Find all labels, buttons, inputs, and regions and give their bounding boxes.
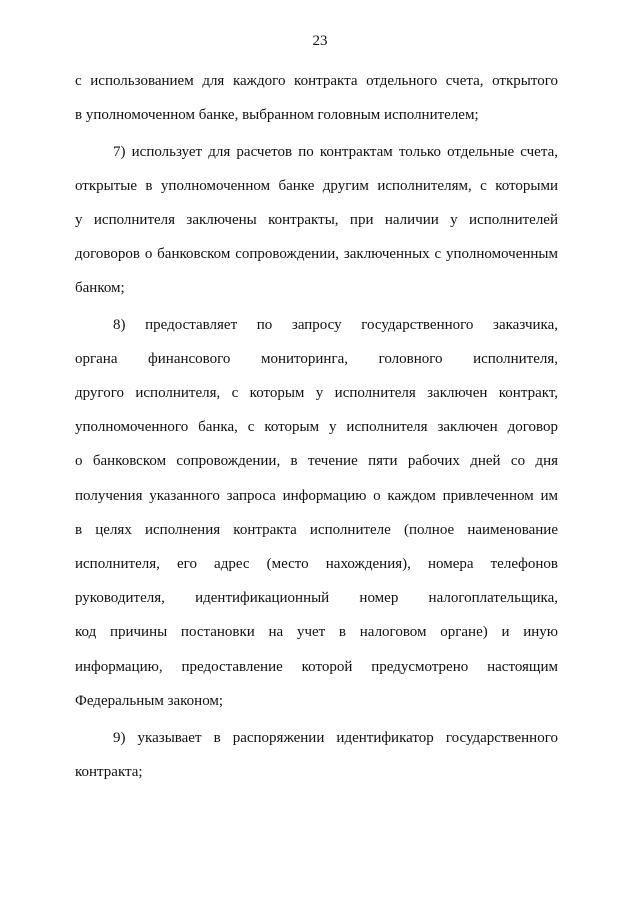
text-line: 7) использует для расчетов по контрактам только отдельные счета,	[113, 144, 558, 160]
text-line: исполнителя, его адрес (место нахождения), номера телефонов	[75, 556, 558, 572]
text-line: получения указанного запроса информацию о каждом привлеченном им	[75, 488, 558, 504]
text-line: в уполномоченном банке, выбранном головным исполнителем;	[75, 107, 479, 123]
page-number: 23	[312, 33, 328, 49]
text-line: контракта;	[75, 764, 143, 780]
text-line: Федеральным законом;	[75, 693, 224, 709]
text-line: договоров о банковском сопровождении, заключенных с уполномоченным	[75, 246, 558, 262]
text-line: банком;	[75, 280, 125, 296]
text-line: 9) указывает в распоряжении идентификатор государственного	[113, 730, 558, 746]
text-line: другого исполнителя, с которым у исполнителя заключен контракт,	[75, 385, 558, 401]
text-line: открытые в уполномоченном банке другим исполнителям, с которыми	[75, 178, 558, 194]
text-line: информацию, предоставление которой предусмотрено настоящим	[75, 659, 558, 675]
text-line: у исполнителя заключены контракты, при наличии у исполнителей	[75, 212, 558, 228]
text-line: руководителя, идентификационный номер налогоплательщика,	[75, 590, 558, 606]
text-line: код причины постановки на учет в налоговом органе) и иную	[75, 624, 558, 640]
text-line: органа финансового мониторинга, головного исполнителя,	[75, 351, 558, 367]
text-line: 8) предоставляет по запросу государственного заказчика,	[113, 317, 558, 333]
text-line: о банковском сопровождении, в течение пяти рабочих дней со дня	[75, 453, 558, 469]
text-line: уполномоченного банка, с которым у исполнителя заключен договор	[75, 419, 558, 435]
text-line: в целях исполнения контракта исполнителе (полное наименование	[75, 522, 558, 538]
text-line: с использованием для каждого контракта отдельного счета, открытого	[75, 73, 558, 89]
